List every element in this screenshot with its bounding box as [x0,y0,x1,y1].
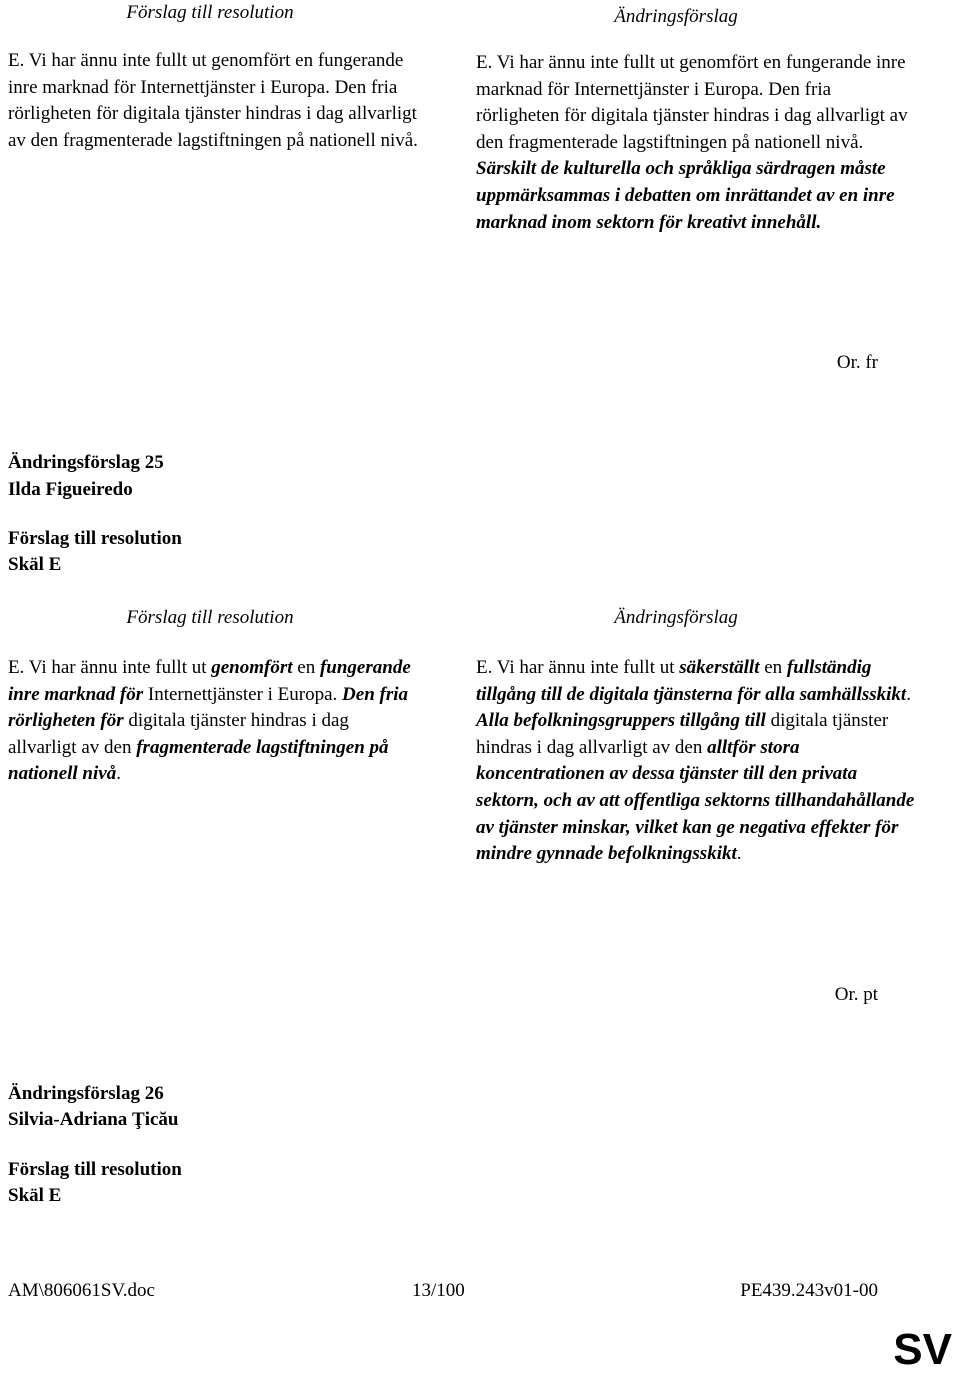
original-language-label: Or. fr [836,352,878,373]
original-text-paragraph: E. Vi har ännu inte fullt ut genomfört en fungerande inre marknad för Internettjänster i Europa. Den fria rörligheten för digitala tjänster hindras i dag allvarligt av den fragmenterade lagstiftningen på nationell nivå. [8,50,418,151]
language-code: SV [893,1325,952,1374]
amended-text-paragraph [476,655,916,868]
text-segment: E. Vi har ännu inte fullt ut [8,657,212,678]
amendment-recital: Skäl E [8,1185,62,1206]
text-segment-emphasized: fragmenterade lagstiftningen på nationell nivå [8,736,389,785]
amendment-number: Ändringsförslag 26 [8,1083,164,1104]
text-segment-emphasized: Alla befolkningsgruppers tillgång till [476,710,766,732]
amendment-author: Ilda Figueiredo [8,479,133,500]
original-text-paragraph [8,655,418,788]
pe-reference: PE439.243v01-00 [740,1280,878,1301]
column-header-right: Ändringsförslag [614,6,738,27]
original-language-label: Or. pt [834,984,878,1005]
text-segment: E. Vi har ännu inte fullt ut [476,657,680,678]
text-segment: digitala tjänster hindras i dag allvarligt av den [8,710,349,758]
column-header-left: Förslag till resolution [126,607,294,628]
text-segment: en [292,657,320,678]
text-segment: Internettjänster i Europa. [143,683,343,705]
amendment-target: Förslag till resolution [8,1159,182,1180]
amended-text-plain: E. Vi har ännu inte fullt ut genomfört en fungerande inre marknad för Internettjänster i Europa. Den fria rörligheten för digitala tjänster hindras i dag allvarligt av den fragmenterade lagstiftningen på nationell nivå. [476,52,908,153]
amendment-target: Förslag till resolution [8,528,182,549]
text-segment-emphasized: alltför stora koncentrationen av dessa tjänster till den privata sektorn, och av att offentliga sektorns tillhandahållande av tjänster minskar, vilket kan ge negativa effekter för mindre gynnade befolkningsskikt [476,736,915,865]
text-segment: . [116,763,121,785]
text-segment-emphasized: genomfört [211,657,293,678]
column-header-left: Förslag till resolution [126,2,294,23]
text-segment: . [906,683,911,705]
text-segment-emphasized: fungerande inre marknad för [8,657,411,705]
amendment-recital: Skäl E [8,554,62,575]
amended-text-paragraph [476,50,916,236]
text-segment: . [736,843,742,865]
text-segment: en [759,657,787,678]
amendment-number: Ändringsförslag 25 [8,452,164,473]
text-segment: digitala tjänster hindras i dag allvarligt av den [476,710,889,758]
column-header-right: Ändringsförslag [614,607,738,628]
page-number: 13/100 [412,1280,465,1301]
text-segment-emphasized: fullständig tillgång till de digitala tjänsterna för alla samhällsskikt [476,657,907,705]
text-segment-emphasized: säkerställt [679,657,760,678]
document-reference: AM\806061SV.doc [8,1280,155,1301]
amendment-author: Silvia-Adriana Ţicău [8,1109,179,1130]
text-segment-emphasized: Den fria rörligheten för [8,683,409,732]
amended-text-addition: Särskilt de kulturella och språkliga särdragen måste uppmärksammas i debatten om inrättandet av en inre marknad inom sektorn för kreativt innehåll. [476,158,895,233]
page-footer [0,1278,960,1304]
